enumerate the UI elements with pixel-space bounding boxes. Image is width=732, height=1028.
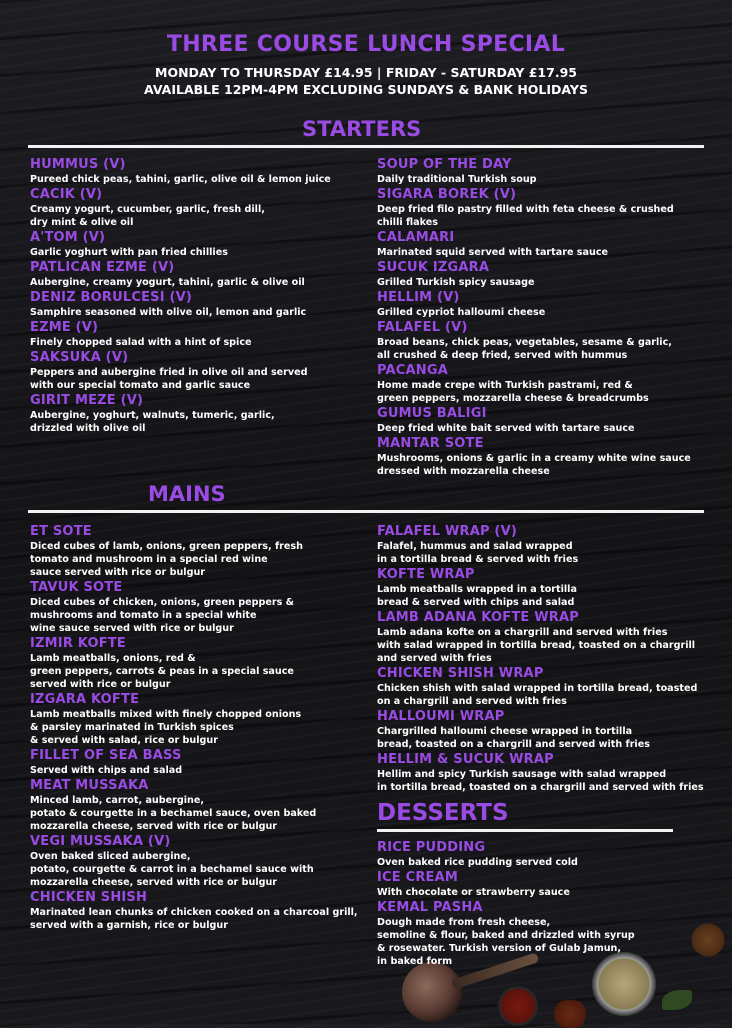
menu-item-description: Oven baked rice pudding served cold — [377, 857, 578, 868]
menu-item-description: Lamb adana kofte on a chargrill and served with fries with salad wrapped in tortilla bread, toasted on a chargrill and served with fries — [377, 627, 696, 664]
desserts-column — [377, 839, 677, 968]
menu-item-description: Minced lamb, carrot, aubergine, potato & courgette in a bechamel sauce, oven baked mozzarella cheese, served with rice or bulgur — [30, 795, 317, 832]
star-anise-image — [688, 922, 728, 958]
menu-item-name: GUMUS BALIGI — [377, 406, 487, 421]
menu-item-name: EZME (V) — [30, 320, 99, 335]
menu-item-description: Deep fried white bait served with tartare sauce — [377, 423, 635, 434]
menu-item — [30, 691, 370, 747]
menu-item-name: SAKSUKA (V) — [30, 350, 129, 365]
menu-item-name: SOUP OF THE DAY — [377, 157, 512, 172]
menu-item — [30, 392, 360, 435]
menu-item-name: KEMAL PASHA — [377, 900, 483, 915]
menu-item-name: A'TOM (V) — [30, 230, 106, 245]
menu-item-description: Pureed chick peas, tahini, garlic, olive oil & lemon juice — [30, 174, 331, 185]
menu-item-description: Broad beans, chick peas, vegetables, sesame & garlic, all crushed & deep fried, served with hummus — [377, 337, 672, 361]
menu-item-description: Samphire seasoned with olive oil, lemon and garlic — [30, 307, 307, 318]
starters-right-column — [377, 156, 717, 478]
menu-item-description: Hellim and spicy Turkish sausage with salad wrapped in tortilla bread, toasted on a chargrill and served with fries — [377, 769, 704, 793]
menu-item — [377, 362, 717, 405]
menu-item-name: ET SOTE — [30, 524, 92, 539]
menu-item-name: ICE CREAM — [377, 870, 459, 885]
menu-item — [377, 319, 717, 362]
menu-item — [377, 869, 677, 899]
menu-item-description: Creamy yogurt, cucumber, garlic, fresh dill, dry mint & olive oil — [30, 204, 265, 228]
menu-item-description: Marinated squid served with tartare sauce — [377, 247, 609, 258]
menu-item — [377, 708, 722, 751]
menu-item-description: Chicken shish with salad wrapped in tortilla bread, toasted on a chargrill and served with fries — [377, 683, 698, 707]
menu-item-description: Marinated lean chunks of chicken cooked on a charcoal grill, served with a garnish, rice or bulgur — [30, 907, 358, 931]
menu-item — [377, 186, 717, 229]
mains-left-column — [30, 523, 370, 932]
menu-item-description: Aubergine, yoghurt, walnuts, tumeric, garlic, drizzled with olive oil — [30, 410, 275, 434]
menu-item-name: IZGARA KOFTE — [30, 692, 140, 707]
menu-item-name: CHICKEN SHISH WRAP — [377, 666, 544, 681]
menu-item-description: Garlic yoghurt with pan fried chillies — [30, 247, 228, 258]
menu-item-name: VEGI MUSSAKA (V) — [30, 834, 171, 849]
menu-item — [30, 289, 360, 319]
menu-item — [30, 747, 370, 777]
menu-item — [30, 156, 360, 186]
menu-item — [30, 889, 370, 932]
menu-item-description: Lamb meatballs mixed with finely chopped onions & parsley marinated in Turkish spices & served with salad, rice or bulgur — [30, 709, 302, 746]
menu-item-name: CALAMARI — [377, 230, 455, 245]
menu-item-name: FILLET OF SEA BASS — [30, 748, 182, 763]
menu-item — [30, 259, 360, 289]
menu-item-description: Chargrilled halloumi cheese wrapped in tortilla bread, toasted on a chargrill and served with fries — [377, 726, 650, 750]
menu-item-description: Diced cubes of lamb, onions, green peppers, fresh tomato and mushroom in a special red wine sauce served with rice or bulgur — [30, 541, 303, 578]
menu-item-name: MANTAR SOTE — [377, 436, 484, 451]
menu-item-description: Falafel, hummus and salad wrapped in a tortilla bread & served with fries — [377, 541, 579, 565]
menu-item-name: TAVUK SOTE — [30, 580, 123, 595]
menu-item — [30, 349, 360, 392]
menu-item — [30, 229, 360, 259]
starters-left-column — [30, 156, 360, 435]
menu-item-name: FALAFEL (V) — [377, 320, 468, 335]
mains-divider — [28, 510, 704, 513]
starters-divider — [28, 145, 704, 148]
menu-item — [377, 405, 717, 435]
menu-item-name: KOFTE WRAP — [377, 567, 475, 582]
menu-item-description: With chocolate or strawberry sauce — [377, 887, 570, 898]
menu-item-name: MEAT MUSSAKA — [30, 778, 149, 793]
desserts-heading: DESSERTS — [377, 800, 509, 826]
menu-item-name: HELLIM & SUCUK WRAP — [377, 752, 554, 767]
menu-item — [377, 609, 722, 665]
menu-item-description: Deep fried filo pastry filled with feta cheese & crushed chilli flakes — [377, 204, 674, 228]
menu-item-description: Lamb meatballs, onions, red & green peppers, carrots & peas in a special sauce served with rice or bulgur — [30, 653, 294, 690]
menu-item-name: PATLICAN EZME (V) — [30, 260, 175, 275]
menu-item-description: Oven baked sliced aubergine, potato, courgette & carrot in a bechamel sauce with mozzarella cheese, served with rice or bulgur — [30, 851, 314, 888]
menu-item-name: IZMIR KOFTE — [30, 636, 126, 651]
menu-item-description: Diced cubes of chicken, onions, green peppers & mushrooms and tomato in a special white wine sauce served with rice or bulgur — [30, 597, 295, 634]
menu-item — [377, 665, 722, 708]
menu-item — [377, 566, 722, 609]
menu-item — [377, 839, 677, 869]
menu-item-name: HALLOUMI WRAP — [377, 709, 505, 724]
menu-item-name: RICE PUDDING — [377, 840, 486, 855]
starters-heading: STARTERS — [302, 117, 422, 141]
menu-item — [377, 156, 717, 186]
menu-item-name: FALAFEL WRAP (V) — [377, 524, 517, 539]
menu-item-description: Dough made from fresh cheese, semoline & flour, baked and drizzled with syrup & rosewater. Turkish version of Gulab Jamun, in baked form — [377, 917, 635, 967]
menu-item-description: Finely chopped salad with a hint of spice — [30, 337, 252, 348]
menu-item-description: Grilled cypriot halloumi cheese — [377, 307, 546, 318]
desserts-divider — [377, 829, 673, 832]
menu-item — [30, 523, 370, 579]
menu-item-name: CHICKEN SHISH — [30, 890, 148, 905]
menu-item — [377, 435, 717, 478]
menu-item — [30, 186, 360, 229]
menu-item — [377, 259, 717, 289]
menu-item — [377, 229, 717, 259]
menu-item-description: Mushrooms, onions & garlic in a creamy white wine sauce dressed with mozzarella cheese — [377, 453, 691, 477]
menu-item — [30, 579, 370, 635]
menu-item — [377, 899, 677, 968]
availability-line: AVAILABLE 12PM-4PM EXCLUDING SUNDAYS & BANK HOLIDAYS — [144, 82, 588, 97]
menu-item — [30, 319, 360, 349]
menu-item-name: CACIK (V) — [30, 187, 103, 202]
menu-item-name: SIGARA BOREK (V) — [377, 187, 517, 202]
menu-item-name: PACANGA — [377, 363, 449, 378]
menu-item-description: Peppers and aubergine fried in olive oil and served with our special tomato and garlic sauce — [30, 367, 308, 391]
menu-item-name: SUCUK IZGARA — [377, 260, 490, 275]
page-title: THREE COURSE LUNCH SPECIAL — [166, 32, 566, 57]
menu-item — [30, 833, 370, 889]
menu-item-description: Lamb meatballs wrapped in a tortilla bread & served with chips and salad — [377, 584, 577, 608]
menu-item — [377, 289, 717, 319]
menu-item-description: Aubergine, creamy yogurt, tahini, garlic & olive oil — [30, 277, 305, 288]
menu-item-name: HUMMUS (V) — [30, 157, 126, 172]
menu-item — [30, 635, 370, 691]
menu-item-description: Daily traditional Turkish soup — [377, 174, 537, 185]
menu-item-description: Grilled Turkish spicy sausage — [377, 277, 535, 288]
pricing-line: MONDAY TO THURSDAY £14.95 | FRIDAY - SATURDAY £17.95 — [155, 65, 577, 80]
menu-item — [377, 523, 722, 566]
menu-item-description: Served with chips and salad — [30, 765, 183, 776]
leaf-image — [662, 990, 692, 1010]
menu-item-name: DENIZ BORULCESI (V) — [30, 290, 193, 305]
spice-bowl-chili-image — [498, 986, 538, 1026]
mains-right-column — [377, 523, 722, 794]
menu-item-name: HELLIM (V) — [377, 290, 460, 305]
mains-heading: MAINS — [148, 482, 226, 506]
menu-item-name: LAMB ADANA KOFTE WRAP — [377, 610, 579, 625]
menu-item-name: GIRIT MEZE (V) — [30, 393, 144, 408]
spice-bowl-peppercorns-image — [402, 962, 462, 1022]
menu-item — [377, 751, 722, 794]
menu-item-description: Home made crepe with Turkish pastrami, red & green peppers, mozzarella cheese & breadcrumbs — [377, 380, 649, 404]
menu-item — [30, 777, 370, 833]
